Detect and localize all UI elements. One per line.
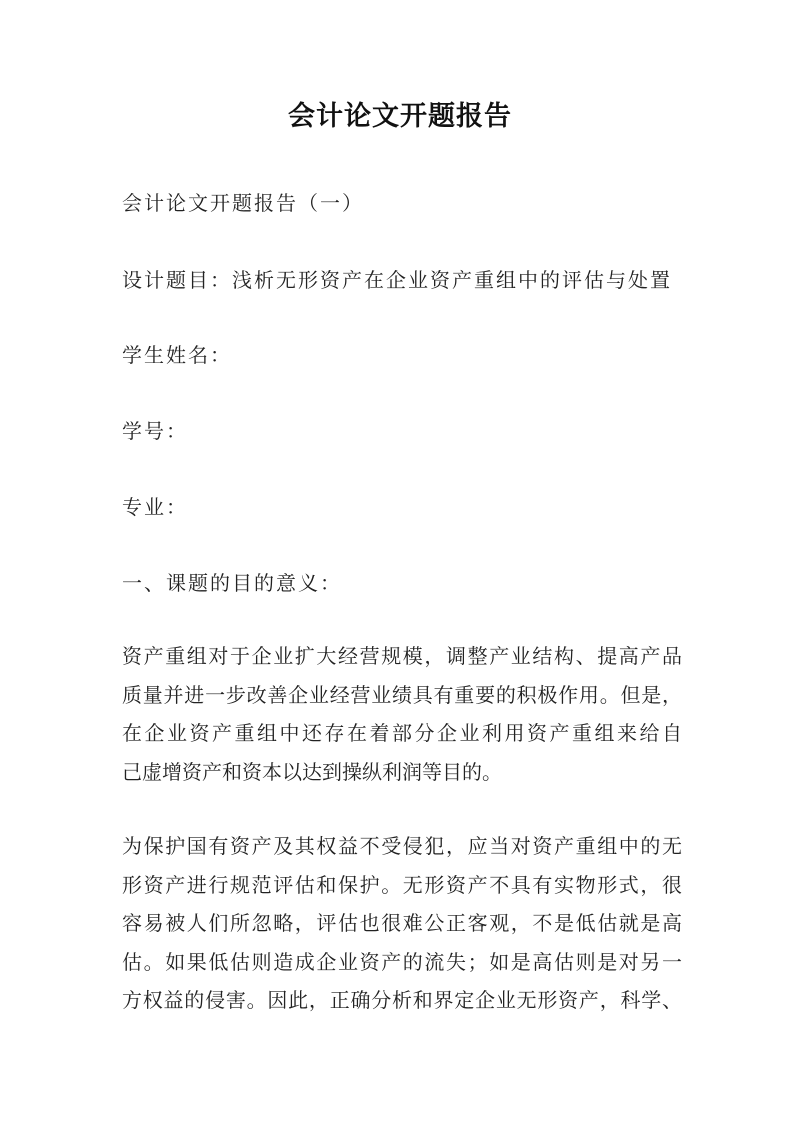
section1-heading: 一、课题的目的意义： [122,571,342,595]
paragraph-line: 为保护国有资产及其权益不受侵犯，应当对资产重组中的无 [122,834,682,858]
paragraph-line: 容易被人们所忽略，评估也很难公正客观，不是低估就是高 [122,911,682,935]
paragraph-line: 形资产进行规范评估和保护。无形资产不具有实物形式，很 [122,872,682,897]
paragraph-purpose [122,637,682,791]
student-name-label: 学生姓名： [122,343,232,367]
paragraph-line: 质量并进一步改善企业经营业绩具有重要的积极作用。但是， [122,682,682,707]
paragraph-line: 己虚增资产和资本以达到操纵利润等目的。 [122,759,502,784]
paragraph-line: 在企业资产重组中还存在着部分企业利用资产重组来给自 [122,721,682,745]
document-subtitle: 会计论文开题报告（一） [122,191,364,215]
paragraph-protection [122,827,682,1020]
paragraph-line: 方权益的侵害。因此，正确分析和界定企业无形资产，科学、 [122,988,682,1012]
paragraph-line: 资产重组对于企业扩大经营规模，调整产业结构、提高产品 [122,644,682,668]
topic-line: 设计题目：浅析无形资产在企业资产重组中的评估与处置 [122,268,672,292]
paragraph-line: 估。如果低估则造成企业资产的流失；如是高估则是对另一 [122,949,682,974]
document-title: 会计论文开题报告 [288,101,512,132]
major-label: 专业： [122,495,188,519]
student-id-label: 学号： [122,419,188,443]
